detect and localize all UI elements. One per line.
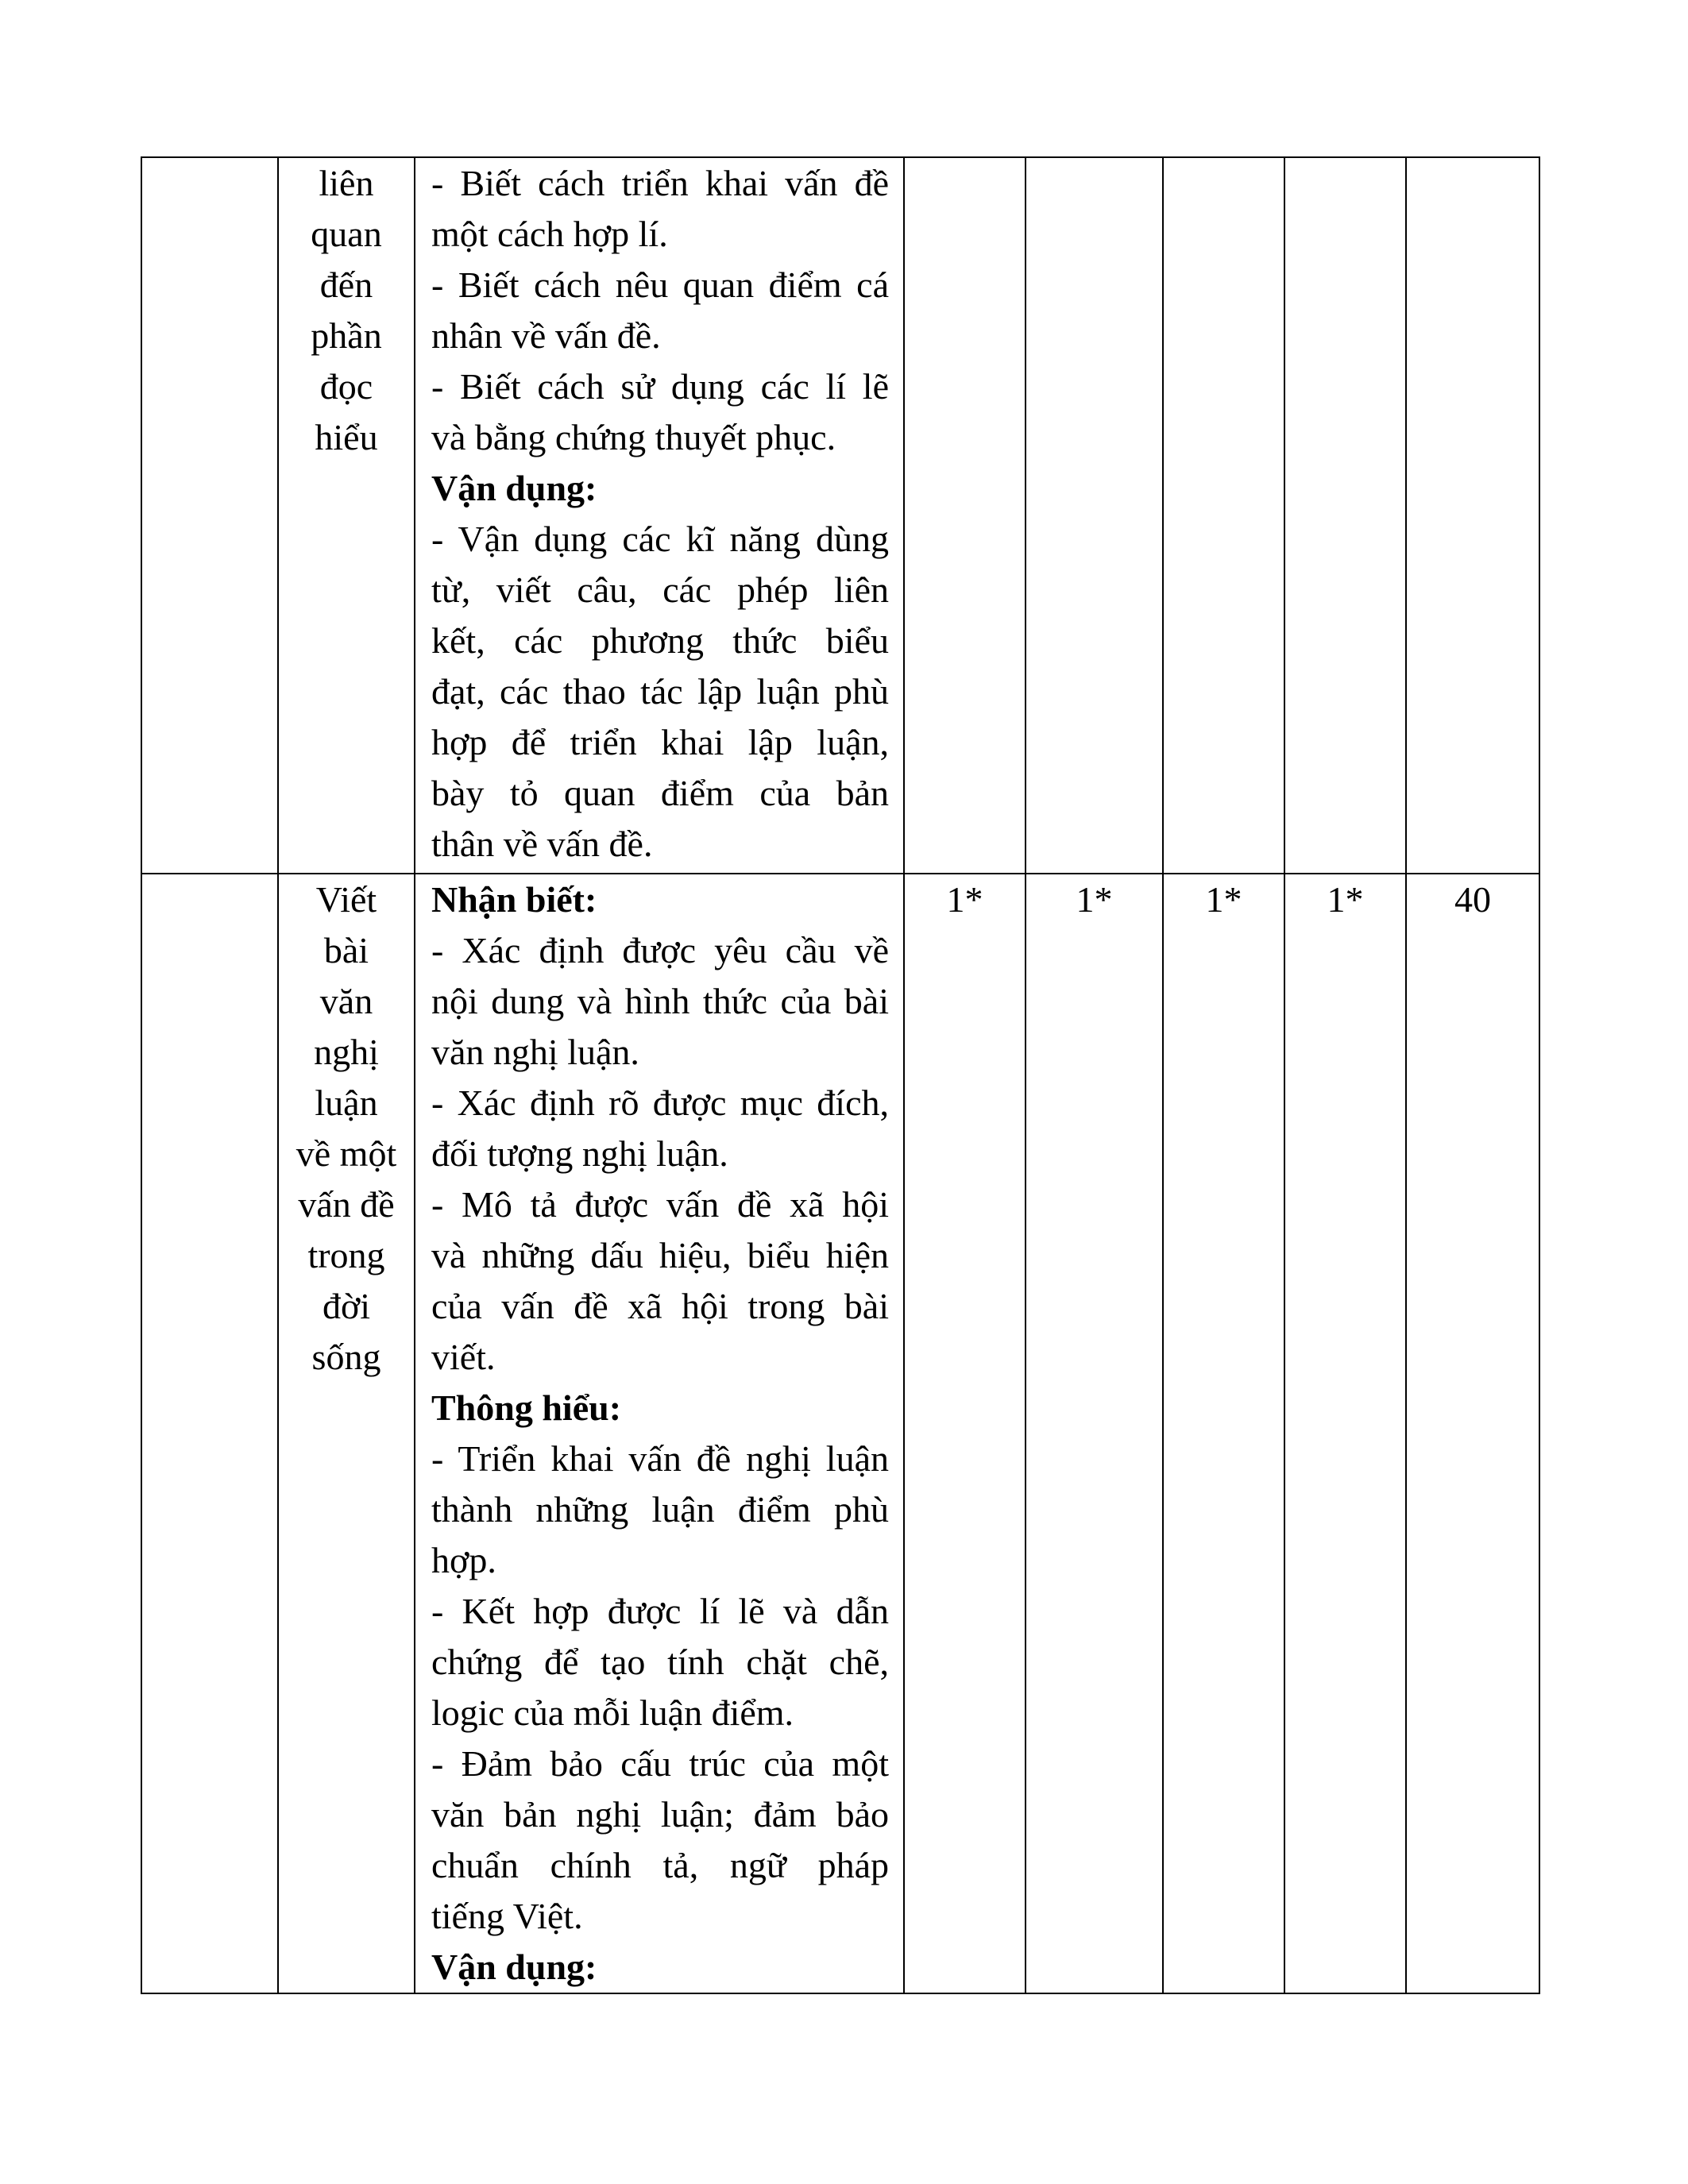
topic-line: liên xyxy=(319,163,374,203)
requirement-line: bày tỏ quan điểm của bản xyxy=(431,773,889,813)
topic-line: quan xyxy=(311,214,382,254)
requirement-line: một cách hợp lí. xyxy=(431,214,668,254)
question-count-cell xyxy=(904,157,1026,874)
requirement-line: và những dấu hiệu, biểu hiện xyxy=(431,1235,889,1275)
requirement-line: - Xác định rõ được mục đích, xyxy=(431,1082,889,1123)
requirement-line: văn bản nghị luận; đảm bảo xyxy=(431,1794,889,1835)
requirement-line: - Triển khai vấn đề nghị luận xyxy=(431,1438,889,1479)
matrix-body xyxy=(141,157,1539,1993)
assessment-matrix-table xyxy=(141,156,1540,1994)
requirement-description-cell xyxy=(415,874,904,1993)
question-count-cell xyxy=(1284,157,1406,874)
requirement-line: văn nghị luận. xyxy=(431,1032,639,1072)
table-row xyxy=(141,874,1539,1993)
topic-line: phần xyxy=(311,315,382,356)
topic-line: trong xyxy=(307,1235,385,1275)
score-percent-cell: 40 xyxy=(1406,874,1539,1993)
level-heading: Vận dụng: xyxy=(431,468,597,508)
topic-line: Viết xyxy=(315,879,377,920)
requirement-line: chuẩn chính tả, ngữ pháp xyxy=(431,1845,889,1885)
requirement-line: kết, các phương thức biểu xyxy=(431,620,889,661)
requirement-line: thành những luận điểm phù xyxy=(431,1489,889,1530)
requirement-line: - Vận dụng các kĩ năng dùng xyxy=(431,519,889,559)
requirement-line: - Biết cách sử dụng các lí lẽ xyxy=(431,366,889,407)
question-count-cell: 1* xyxy=(904,874,1026,1993)
requirement-line: đạt, các thao tác lập luận phù xyxy=(431,671,889,712)
question-count-cell xyxy=(1026,157,1163,874)
requirement-line: tiếng Việt. xyxy=(431,1896,583,1936)
score-percent-cell xyxy=(1406,157,1539,874)
requirement-line: - Biết cách triển khai vấn đề xyxy=(431,163,889,203)
requirement-line: viết. xyxy=(431,1337,496,1377)
topic-line: bài xyxy=(323,930,369,970)
topic-cell xyxy=(278,157,415,874)
requirement-line: hợp để triển khai lập luận, xyxy=(431,722,889,762)
topic-line: hiểu xyxy=(315,417,378,457)
requirement-line: logic của mỗi luận điểm. xyxy=(431,1692,794,1733)
level-heading: Thông hiểu: xyxy=(431,1387,622,1428)
topic-line: vấn đề xyxy=(298,1184,395,1225)
question-count-cell: 1* xyxy=(1163,874,1284,1993)
question-count-cell: 1* xyxy=(1284,874,1406,1993)
question-count-cell: 1* xyxy=(1026,874,1163,1993)
requirement-line: hợp. xyxy=(431,1540,496,1580)
content-area-cell xyxy=(141,874,278,1993)
topic-line: đến xyxy=(319,264,373,305)
requirement-line: - Biết cách nêu quan điểm cá xyxy=(431,264,889,305)
topic-line: nghị xyxy=(314,1032,379,1072)
content-area-cell xyxy=(141,157,278,874)
topic-line: về một xyxy=(295,1133,397,1174)
topic-line: luận xyxy=(315,1082,378,1123)
topic-cell xyxy=(278,874,415,1993)
requirement-line: thân về vấn đề. xyxy=(431,824,653,864)
requirement-description-cell xyxy=(415,157,904,874)
requirement-line: và bằng chứng thuyết phục. xyxy=(431,417,836,457)
requirement-line: của vấn đề xã hội trong bài xyxy=(431,1286,889,1326)
topic-line: đời xyxy=(322,1286,371,1326)
topic-line: văn xyxy=(319,981,373,1021)
requirement-line: đối tượng nghị luận. xyxy=(431,1133,728,1174)
requirement-line: từ, viết câu, các phép liên xyxy=(431,569,889,610)
question-count-cell xyxy=(1163,157,1284,874)
level-heading: Nhận biết: xyxy=(431,879,597,920)
level-heading: Vận dụng: xyxy=(431,1947,597,1987)
requirement-line: - Kết hợp được lí lẽ và dẫn xyxy=(431,1591,889,1631)
requirement-line: nhân về vấn đề. xyxy=(431,315,661,356)
requirement-line: - Mô tả được vấn đề xã hội xyxy=(431,1184,889,1225)
topic-line: đọc xyxy=(319,366,373,407)
topic-line: sống xyxy=(311,1337,381,1377)
requirement-line: chứng để tạo tính chặt chẽ, xyxy=(431,1642,889,1682)
requirement-line: nội dung và hình thức của bài xyxy=(431,981,889,1021)
requirement-line: - Xác định được yêu cầu về xyxy=(431,930,889,970)
requirement-line: - Đảm bảo cấu trúc của một xyxy=(431,1743,889,1784)
table-row xyxy=(141,157,1539,874)
